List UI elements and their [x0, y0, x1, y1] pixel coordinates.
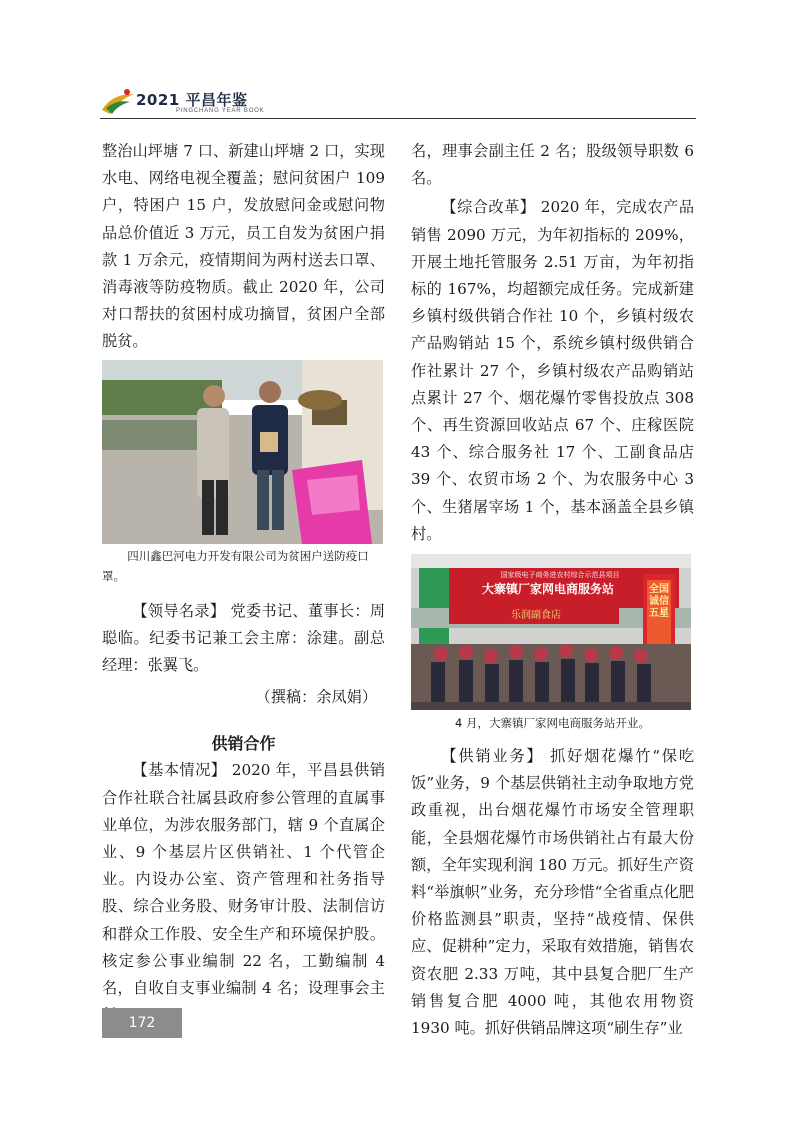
supply-business-paragraph [411, 743, 694, 1042]
author-credit: （撰稿：余凤娟） [255, 688, 377, 707]
left-column [102, 138, 385, 1029]
leaders-paragraph [102, 598, 385, 680]
station-sign: 大寨镇厂家网电商服务站 [481, 582, 614, 597]
basic-info-text: 2020 年，平昌县供销合作社联合社属县政府参公管理的直属事业单位，为涉农服务部门，辖 9 个直属企业、9 个基层片区供销社、1 个代管企业。内设办公室、资产管理和社务指导股、综合业务股、财务审计股、法制信访和群众工作股、安全生产和环境保护股。核定参公事业编制 22 名，工勤编制 4 名，自收自支事业编制 4 名；设理事会主 [102, 761, 386, 998]
paragraph-poverty-relief: 整治山坪塘 7 口、新建山坪塘 2 口，实现水电、网络电视全覆盖；慰问贫困户 109 户，特困户 15 户，发放慰问金或慰问物品总价值近 3 万元，员工自发为贫困户捐款 1 万余元，疫情期间为两村送去口罩、消毒液等防疫物质。截止 2020 年，公司对口帮扶的贫困村成功摘冒，贫困户全部脱贫。 [102, 142, 385, 351]
basic-info-label: 【基本情况】 [132, 761, 227, 780]
photo-caption-left: 四川鑫巴河电力开发有限公司为贫困户送防疫口罩。 [102, 548, 369, 583]
leaders-label: 【领导名录】 [132, 601, 226, 620]
supply-business-label: 【供销业务】 [441, 747, 544, 766]
reform-text: 2020 年，完成农产品销售 2090 万元，为年初指标的 209%，开展土地托管服务 2.51 万亩，为年初指标的 167%，均超额完成任务。完成新建乡镇村级供销合作社 10 个，乡镇村级农产品购销站 15 个，系统乡镇村级供销合作社累计 27 个，乡镇村级农产品购销站点累计 27 个、烟花爆竹零售投放点 308 个、再生资源回收站点 67 个、庄稼医院 43 个、综合服务社 17 个、工副食品店 39 个、农贸市场 2 个、为农服务中心 3 个、生猪屠宰场 1 个，基本涵盖全县乡镇村。 [411, 198, 695, 543]
right-column [411, 138, 694, 1042]
photo-caption-right: 4 月，大寨镇厂家网电商服务站开业。 [455, 716, 650, 731]
basic-info-paragraph [102, 757, 385, 1029]
honor-banner: 全国诚信五星 [649, 584, 669, 620]
header-divider [100, 118, 696, 119]
svg-text:乐润副食店: 乐润副食店 [511, 610, 561, 622]
supply-business-text: 抓好烟花爆竹“保吃饭”业务，9 个基层供销社主动争取地方党政重视，出台烟花爆竹市场安全管理职能，全县烟花爆竹市场供销社占有最大份额，全年实现利润 180 万元。抓好生产资料“举旗帜”业务，充分珍惜“全省重点化肥价格监测县”职责，坚持“战疫情、保供应、促耕种”定力，采取有效措施，销售农资农肥 2.33 万吨，其中县复合肥厂生产销售复合肥 4000 吨，其他农用物资 1930 吨。抓好供销品牌这项“刷生存”业 [411, 747, 695, 1038]
yearbook-subtitle: PINGCHANG YEAR BOOK [176, 108, 265, 114]
photo-service-station-opening [411, 554, 691, 710]
photo-mask-donation [102, 360, 383, 544]
section-title: 供销合作 [211, 734, 276, 754]
reform-paragraph [411, 194, 694, 548]
yearbook-title: 2021 平昌年鉴 [136, 91, 248, 109]
paragraph-continuation: 名，理事会副主任 2 名；股级领导职数 6 名。 [411, 142, 694, 188]
logo-swoosh-icon [100, 88, 138, 116]
page-number-tab [102, 1008, 182, 1038]
station-sign-top: 国家级电子商务进农村综合示范县项目 [500, 571, 620, 580]
page-number: 172 [128, 1015, 156, 1031]
leaders-text: 党委书记、董事长：周聪临。纪委书记兼工会主席：涂建。副总经理：张翼飞。 [102, 601, 386, 675]
page-header [100, 88, 696, 120]
reform-label: 【综合改革】 [441, 198, 536, 217]
